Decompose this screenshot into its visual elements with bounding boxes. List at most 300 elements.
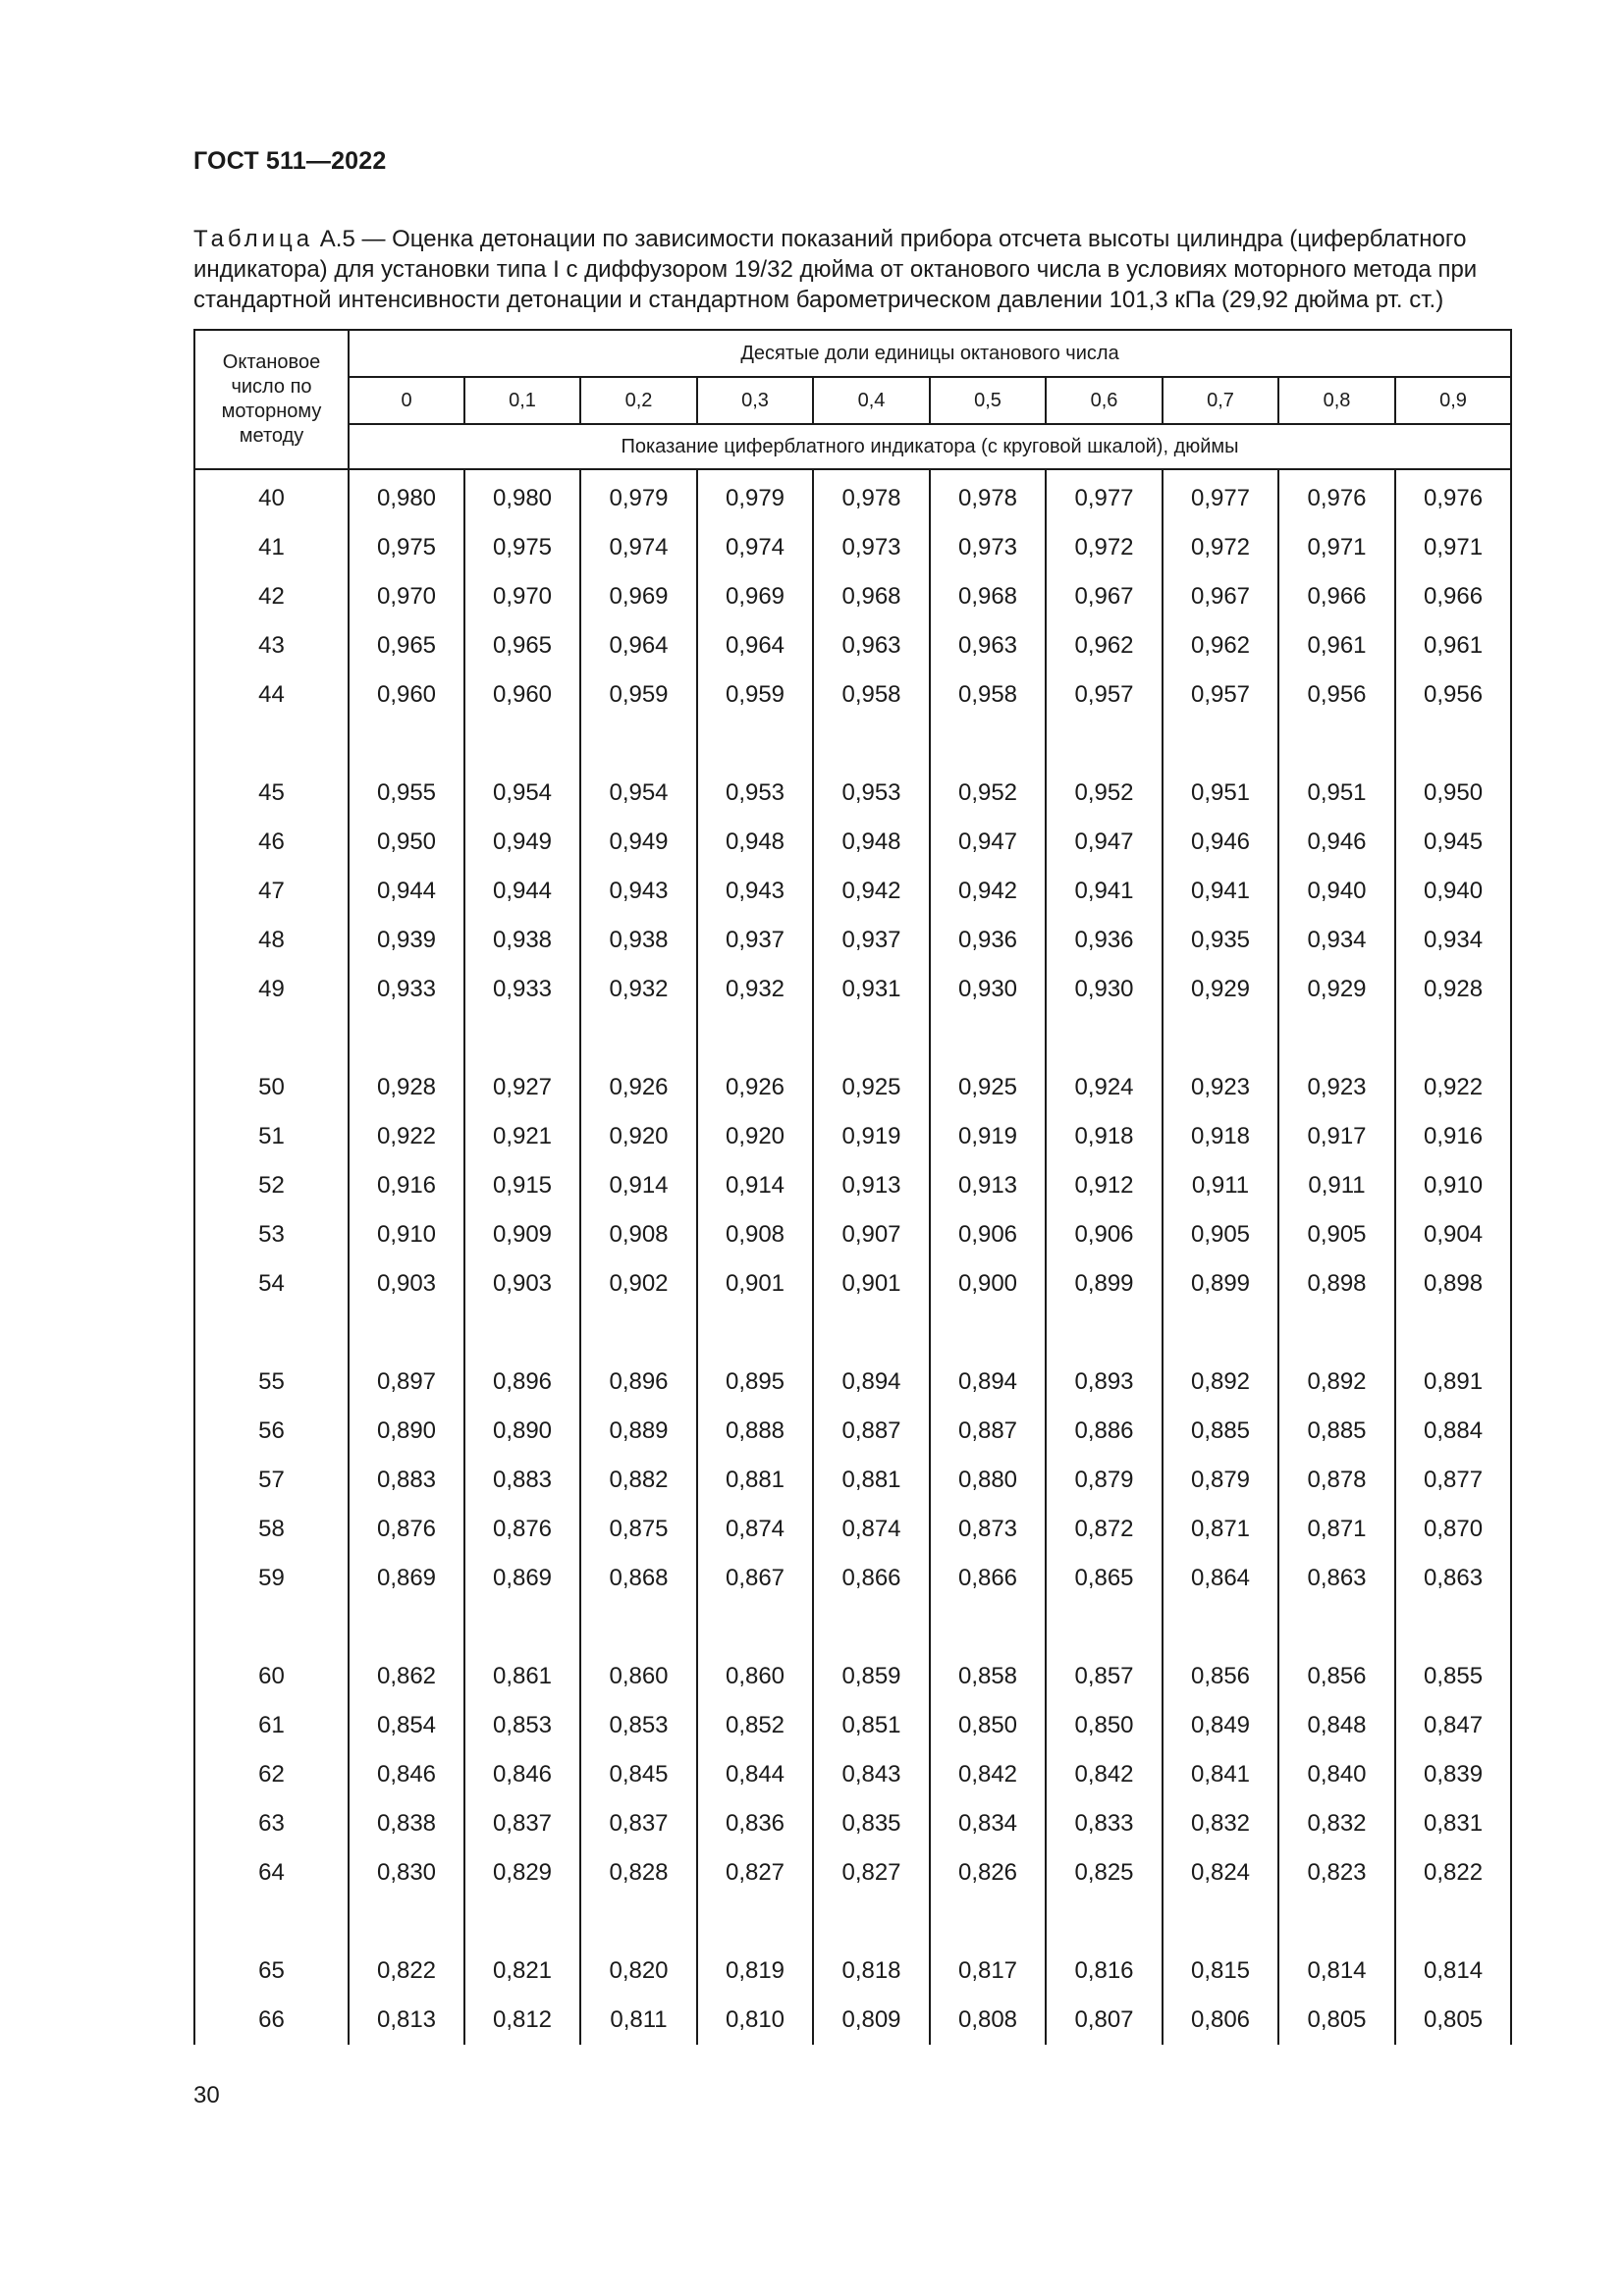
reading-cell: 0,943 — [580, 867, 697, 916]
reading-cell: 0,850 — [930, 1701, 1046, 1750]
reading-cell: 0,882 — [580, 1456, 697, 1505]
table-caption-label: Таблица — [193, 226, 314, 252]
reading-cell: 0,884 — [1395, 1407, 1511, 1456]
reading-cell: 0,863 — [1278, 1554, 1395, 1603]
spacer-cell — [349, 720, 464, 769]
reading-cell: 0,865 — [1046, 1554, 1163, 1603]
table-row — [194, 1112, 1511, 1161]
spacer-cell — [1046, 1897, 1163, 1947]
table-row — [194, 1456, 1511, 1505]
reading-cell: 0,973 — [813, 523, 930, 572]
reading-cell: 0,822 — [349, 1947, 464, 1996]
reading-cell: 0,903 — [464, 1259, 580, 1308]
reading-cell: 0,937 — [813, 916, 930, 965]
reading-cell: 0,818 — [813, 1947, 930, 1996]
spacer-cell — [1395, 1897, 1511, 1947]
reading-cell: 0,827 — [697, 1848, 813, 1897]
table-row — [194, 670, 1511, 720]
reading-cell: 0,958 — [930, 670, 1046, 720]
reading-cell: 0,949 — [464, 818, 580, 867]
reading-cell: 0,967 — [1163, 572, 1278, 621]
reading-cell: 0,883 — [464, 1456, 580, 1505]
reading-cell: 0,881 — [813, 1456, 930, 1505]
reading-cell: 0,980 — [464, 469, 580, 523]
reading-cell: 0,873 — [930, 1505, 1046, 1554]
reading-cell: 0,853 — [464, 1701, 580, 1750]
spacer-cell — [1163, 720, 1278, 769]
octane-cell: 63 — [194, 1799, 349, 1848]
reading-cell: 0,953 — [697, 769, 813, 818]
reading-cell: 0,962 — [1163, 621, 1278, 670]
reading-cell: 0,950 — [1395, 769, 1511, 818]
spacer-cell — [194, 1897, 349, 1947]
reading-cell: 0,919 — [930, 1112, 1046, 1161]
spacer-cell — [697, 1308, 813, 1358]
spacer-cell — [1278, 1897, 1395, 1947]
spacer-cell — [813, 1897, 930, 1947]
reading-cell: 0,952 — [1046, 769, 1163, 818]
spacer-cell — [464, 1603, 580, 1652]
group-spacer-row — [194, 1308, 1511, 1358]
reading-cell: 0,814 — [1278, 1947, 1395, 1996]
reading-cell: 0,975 — [349, 523, 464, 572]
reading-cell: 0,946 — [1163, 818, 1278, 867]
reading-cell: 0,910 — [1395, 1161, 1511, 1210]
reading-cell: 0,885 — [1163, 1407, 1278, 1456]
spacer-cell — [1278, 1014, 1395, 1063]
reading-cell: 0,966 — [1278, 572, 1395, 621]
reading-cell: 0,908 — [580, 1210, 697, 1259]
reading-cell: 0,847 — [1395, 1701, 1511, 1750]
group-spacer-row — [194, 1603, 1511, 1652]
reading-cell: 0,950 — [349, 818, 464, 867]
reading-cell: 0,932 — [697, 965, 813, 1014]
reading-cell: 0,906 — [930, 1210, 1046, 1259]
reading-cell: 0,937 — [697, 916, 813, 965]
spacer-cell — [194, 720, 349, 769]
page-number: 30 — [193, 2082, 220, 2109]
reading-cell: 0,827 — [813, 1848, 930, 1897]
reading-cell: 0,917 — [1278, 1112, 1395, 1161]
reading-cell: 0,835 — [813, 1799, 930, 1848]
reading-cell: 0,960 — [464, 670, 580, 720]
reading-cell: 0,976 — [1395, 469, 1511, 523]
reading-cell: 0,942 — [930, 867, 1046, 916]
octane-cell: 42 — [194, 572, 349, 621]
reading-cell: 0,813 — [349, 1996, 464, 2045]
reading-cell: 0,951 — [1163, 769, 1278, 818]
reading-cell: 0,825 — [1046, 1848, 1163, 1897]
reading-cell: 0,968 — [813, 572, 930, 621]
reading-cell: 0,930 — [930, 965, 1046, 1014]
reading-cell: 0,932 — [580, 965, 697, 1014]
reading-cell: 0,934 — [1278, 916, 1395, 965]
octane-cell: 48 — [194, 916, 349, 965]
document-code: ГОСТ 511—2022 — [193, 147, 387, 175]
table-row — [194, 1063, 1511, 1112]
reading-cell: 0,936 — [930, 916, 1046, 965]
reading-cell: 0,856 — [1163, 1652, 1278, 1701]
tenths-header-cell: 0,8 — [1278, 377, 1395, 424]
reading-cell: 0,949 — [580, 818, 697, 867]
reading-cell: 0,912 — [1046, 1161, 1163, 1210]
octane-cell: 61 — [194, 1701, 349, 1750]
tenths-header-cell: 0,1 — [464, 377, 580, 424]
table-row — [194, 1652, 1511, 1701]
reading-cell: 0,849 — [1163, 1701, 1278, 1750]
reading-cell: 0,902 — [580, 1259, 697, 1308]
reading-cell: 0,887 — [813, 1407, 930, 1456]
reading-cell: 0,970 — [464, 572, 580, 621]
octane-cell: 52 — [194, 1161, 349, 1210]
reading-cell: 0,879 — [1163, 1456, 1278, 1505]
octane-cell: 50 — [194, 1063, 349, 1112]
reading-cell: 0,893 — [1046, 1358, 1163, 1407]
reading-cell: 0,866 — [930, 1554, 1046, 1603]
reading-cell: 0,855 — [1395, 1652, 1511, 1701]
reading-cell: 0,876 — [464, 1505, 580, 1554]
reading-cell: 0,843 — [813, 1750, 930, 1799]
reading-cell: 0,948 — [697, 818, 813, 867]
table-row — [194, 1259, 1511, 1308]
reading-cell: 0,973 — [930, 523, 1046, 572]
table-row — [194, 1750, 1511, 1799]
spacer-cell — [349, 1014, 464, 1063]
reading-cell: 0,829 — [464, 1848, 580, 1897]
reading-cell: 0,970 — [349, 572, 464, 621]
spacer-cell — [697, 1014, 813, 1063]
reading-cell: 0,967 — [1046, 572, 1163, 621]
reading-cell: 0,923 — [1278, 1063, 1395, 1112]
spacer-cell — [349, 1308, 464, 1358]
spacer-cell — [813, 1014, 930, 1063]
reading-cell: 0,811 — [580, 1996, 697, 2045]
reading-cell: 0,809 — [813, 1996, 930, 2045]
reading-cell: 0,867 — [697, 1554, 813, 1603]
reading-cell: 0,875 — [580, 1505, 697, 1554]
reading-cell: 0,808 — [930, 1996, 1046, 2045]
reading-cell: 0,946 — [1278, 818, 1395, 867]
spacer-cell — [813, 1308, 930, 1358]
reading-cell: 0,895 — [697, 1358, 813, 1407]
reading-cell: 0,954 — [580, 769, 697, 818]
reading-cell: 0,951 — [1278, 769, 1395, 818]
reading-cell: 0,883 — [349, 1456, 464, 1505]
group-spacer-row — [194, 1897, 1511, 1947]
reading-cell: 0,819 — [697, 1947, 813, 1996]
reading-cell: 0,815 — [1163, 1947, 1278, 1996]
spacer-cell — [697, 1897, 813, 1947]
table-row — [194, 916, 1511, 965]
reading-cell: 0,821 — [464, 1947, 580, 1996]
reading-cell: 0,941 — [1163, 867, 1278, 916]
octane-cell: 45 — [194, 769, 349, 818]
table-row — [194, 1161, 1511, 1210]
reading-cell: 0,824 — [1163, 1848, 1278, 1897]
octane-cell: 40 — [194, 469, 349, 523]
table-row — [194, 572, 1511, 621]
reading-cell: 0,943 — [697, 867, 813, 916]
reading-cell: 0,816 — [1046, 1947, 1163, 1996]
group-spacer-row — [194, 1014, 1511, 1063]
tenths-header-cell: 0,2 — [580, 377, 697, 424]
reading-cell: 0,903 — [349, 1259, 464, 1308]
reading-cell: 0,901 — [697, 1259, 813, 1308]
tenths-header-cell: 0,6 — [1046, 377, 1163, 424]
reading-cell: 0,953 — [813, 769, 930, 818]
reading-cell: 0,972 — [1046, 523, 1163, 572]
reading-cell: 0,914 — [580, 1161, 697, 1210]
reading-cell: 0,900 — [930, 1259, 1046, 1308]
table-row — [194, 523, 1511, 572]
reading-cell: 0,954 — [464, 769, 580, 818]
reading-cell: 0,944 — [464, 867, 580, 916]
table-row — [194, 1554, 1511, 1603]
spacer-cell — [697, 720, 813, 769]
reading-cell: 0,870 — [1395, 1505, 1511, 1554]
reading-cell: 0,956 — [1278, 670, 1395, 720]
reading-cell: 0,926 — [697, 1063, 813, 1112]
reading-cell: 0,810 — [697, 1996, 813, 2045]
octane-cell: 41 — [194, 523, 349, 572]
reading-cell: 0,899 — [1046, 1259, 1163, 1308]
spacer-cell — [464, 1897, 580, 1947]
reading-cell: 0,920 — [697, 1112, 813, 1161]
reading-cell: 0,952 — [930, 769, 1046, 818]
tenths-header-cell: 0,5 — [930, 377, 1046, 424]
spacer-cell — [580, 720, 697, 769]
reading-cell: 0,885 — [1278, 1407, 1395, 1456]
octane-cell: 56 — [194, 1407, 349, 1456]
reading-cell: 0,879 — [1046, 1456, 1163, 1505]
reading-cell: 0,924 — [1046, 1063, 1163, 1112]
reading-cell: 0,839 — [1395, 1750, 1511, 1799]
reading-cell: 0,979 — [580, 469, 697, 523]
reading-cell: 0,805 — [1395, 1996, 1511, 2045]
reading-cell: 0,939 — [349, 916, 464, 965]
reading-cell: 0,957 — [1163, 670, 1278, 720]
reading-cell: 0,889 — [580, 1407, 697, 1456]
reading-cell: 0,948 — [813, 818, 930, 867]
reading-cell: 0,925 — [930, 1063, 1046, 1112]
octane-cell: 60 — [194, 1652, 349, 1701]
reading-cell: 0,817 — [930, 1947, 1046, 1996]
reading-cell: 0,914 — [697, 1161, 813, 1210]
reading-cell: 0,968 — [930, 572, 1046, 621]
reading-cell: 0,960 — [349, 670, 464, 720]
reading-cell: 0,899 — [1163, 1259, 1278, 1308]
reading-cell: 0,844 — [697, 1750, 813, 1799]
reading-cell: 0,862 — [349, 1652, 464, 1701]
reading-cell: 0,892 — [1163, 1358, 1278, 1407]
reading-cell: 0,854 — [349, 1701, 464, 1750]
table-row — [194, 965, 1511, 1014]
reading-cell: 0,894 — [813, 1358, 930, 1407]
reading-cell: 0,955 — [349, 769, 464, 818]
reading-cell: 0,851 — [813, 1701, 930, 1750]
reading-cell: 0,896 — [580, 1358, 697, 1407]
reading-cell: 0,963 — [930, 621, 1046, 670]
octane-cell: 53 — [194, 1210, 349, 1259]
reading-cell: 0,933 — [464, 965, 580, 1014]
reading-cell: 0,886 — [1046, 1407, 1163, 1456]
reading-cell: 0,833 — [1046, 1799, 1163, 1848]
table-row — [194, 1701, 1511, 1750]
reading-cell: 0,936 — [1046, 916, 1163, 965]
octane-cell: 64 — [194, 1848, 349, 1897]
reading-cell: 0,977 — [1046, 469, 1163, 523]
spacer-cell — [580, 1308, 697, 1358]
reading-cell: 0,913 — [930, 1161, 1046, 1210]
tenths-header-row — [194, 377, 1511, 424]
spacer-cell — [1395, 720, 1511, 769]
reading-cell: 0,918 — [1163, 1112, 1278, 1161]
octane-cell: 62 — [194, 1750, 349, 1799]
reading-cell: 0,842 — [1046, 1750, 1163, 1799]
table-row — [194, 867, 1511, 916]
spacer-cell — [349, 1603, 464, 1652]
table-row — [194, 621, 1511, 670]
reading-cell: 0,913 — [813, 1161, 930, 1210]
spacer-cell — [930, 1308, 1046, 1358]
spacer-cell — [1163, 1014, 1278, 1063]
spacer-cell — [1278, 720, 1395, 769]
reading-cell: 0,931 — [813, 965, 930, 1014]
reading-cell: 0,930 — [1046, 965, 1163, 1014]
octane-cell: 59 — [194, 1554, 349, 1603]
reading-cell: 0,928 — [349, 1063, 464, 1112]
reading-cell: 0,807 — [1046, 1996, 1163, 2045]
reading-cell: 0,971 — [1395, 523, 1511, 572]
reading-cell: 0,842 — [930, 1750, 1046, 1799]
reading-cell: 0,856 — [1278, 1652, 1395, 1701]
reading-cell: 0,868 — [580, 1554, 697, 1603]
reading-cell: 0,922 — [1395, 1063, 1511, 1112]
reading-cell: 0,911 — [1278, 1161, 1395, 1210]
reading-cell: 0,831 — [1395, 1799, 1511, 1848]
reading-cell: 0,941 — [1046, 867, 1163, 916]
reading-cell: 0,860 — [580, 1652, 697, 1701]
reading-cell: 0,853 — [580, 1701, 697, 1750]
tenths-header-cell: 0,3 — [697, 377, 813, 424]
reading-cell: 0,911 — [1163, 1161, 1278, 1210]
reading-cell: 0,958 — [813, 670, 930, 720]
spacer-cell — [930, 1897, 1046, 1947]
reading-cell: 0,898 — [1278, 1259, 1395, 1308]
reading-cell: 0,964 — [697, 621, 813, 670]
table-row — [194, 1848, 1511, 1897]
table-row — [194, 1505, 1511, 1554]
reading-cell: 0,872 — [1046, 1505, 1163, 1554]
reading-cell: 0,834 — [930, 1799, 1046, 1848]
reading-cell: 0,888 — [697, 1407, 813, 1456]
reading-cell: 0,918 — [1046, 1112, 1163, 1161]
octane-cell: 54 — [194, 1259, 349, 1308]
reading-cell: 0,836 — [697, 1799, 813, 1848]
reading-cell: 0,822 — [1395, 1848, 1511, 1897]
reading-cell: 0,828 — [580, 1848, 697, 1897]
spacer-cell — [580, 1603, 697, 1652]
spacer-cell — [1395, 1603, 1511, 1652]
reading-cell: 0,880 — [930, 1456, 1046, 1505]
reading-cell: 0,904 — [1395, 1210, 1511, 1259]
reading-cell: 0,878 — [1278, 1456, 1395, 1505]
reading-cell: 0,887 — [930, 1407, 1046, 1456]
table-row — [194, 1210, 1511, 1259]
reading-cell: 0,840 — [1278, 1750, 1395, 1799]
reading-cell: 0,812 — [464, 1996, 580, 2045]
table-row — [194, 1996, 1511, 2045]
reading-cell: 0,894 — [930, 1358, 1046, 1407]
reading-cell: 0,923 — [1163, 1063, 1278, 1112]
reading-cell: 0,898 — [1395, 1259, 1511, 1308]
reading-cell: 0,929 — [1278, 965, 1395, 1014]
octane-cell: 57 — [194, 1456, 349, 1505]
octane-cell: 58 — [194, 1505, 349, 1554]
reading-cell: 0,938 — [464, 916, 580, 965]
reading-cell: 0,850 — [1046, 1701, 1163, 1750]
octane-cell: 46 — [194, 818, 349, 867]
reading-cell: 0,935 — [1163, 916, 1278, 965]
spacer-cell — [464, 1308, 580, 1358]
octane-cell: 49 — [194, 965, 349, 1014]
tenths-header-cell: 0,9 — [1395, 377, 1511, 424]
octane-cell: 43 — [194, 621, 349, 670]
reading-cell: 0,907 — [813, 1210, 930, 1259]
reading-cell: 0,929 — [1163, 965, 1278, 1014]
table-row — [194, 1947, 1511, 1996]
reading-cell: 0,826 — [930, 1848, 1046, 1897]
spacer-cell — [813, 1603, 930, 1652]
reading-cell: 0,905 — [1278, 1210, 1395, 1259]
reading-cell: 0,961 — [1278, 621, 1395, 670]
reading-cell: 0,938 — [580, 916, 697, 965]
reading-cell: 0,920 — [580, 1112, 697, 1161]
reading-cell: 0,974 — [580, 523, 697, 572]
reading-cell: 0,837 — [464, 1799, 580, 1848]
reading-cell: 0,959 — [697, 670, 813, 720]
reading-cell: 0,848 — [1278, 1701, 1395, 1750]
spacer-cell — [1046, 1014, 1163, 1063]
spacer-cell — [1046, 1308, 1163, 1358]
tenths-group-header: Десятые доли единицы октанового числа — [349, 330, 1511, 377]
reading-cell: 0,890 — [464, 1407, 580, 1456]
reading-cell: 0,915 — [464, 1161, 580, 1210]
reading-cell: 0,877 — [1395, 1456, 1511, 1505]
reading-cell: 0,962 — [1046, 621, 1163, 670]
reading-cell: 0,881 — [697, 1456, 813, 1505]
reading-cell: 0,974 — [697, 523, 813, 572]
reading-cell: 0,866 — [813, 1554, 930, 1603]
reading-cell: 0,857 — [1046, 1652, 1163, 1701]
reading-cell: 0,846 — [464, 1750, 580, 1799]
reading-cell: 0,927 — [464, 1063, 580, 1112]
spacer-cell — [194, 1308, 349, 1358]
reading-cell: 0,846 — [349, 1750, 464, 1799]
reading-cell: 0,830 — [349, 1848, 464, 1897]
spacer-cell — [464, 1014, 580, 1063]
reading-cell: 0,925 — [813, 1063, 930, 1112]
table-caption — [193, 224, 1539, 315]
reading-cell: 0,841 — [1163, 1750, 1278, 1799]
reading-cell: 0,832 — [1163, 1799, 1278, 1848]
reading-cell: 0,933 — [349, 965, 464, 1014]
reading-cell: 0,897 — [349, 1358, 464, 1407]
reading-cell: 0,901 — [813, 1259, 930, 1308]
reading-cell: 0,963 — [813, 621, 930, 670]
reading-cell: 0,906 — [1046, 1210, 1163, 1259]
table-row — [194, 769, 1511, 818]
